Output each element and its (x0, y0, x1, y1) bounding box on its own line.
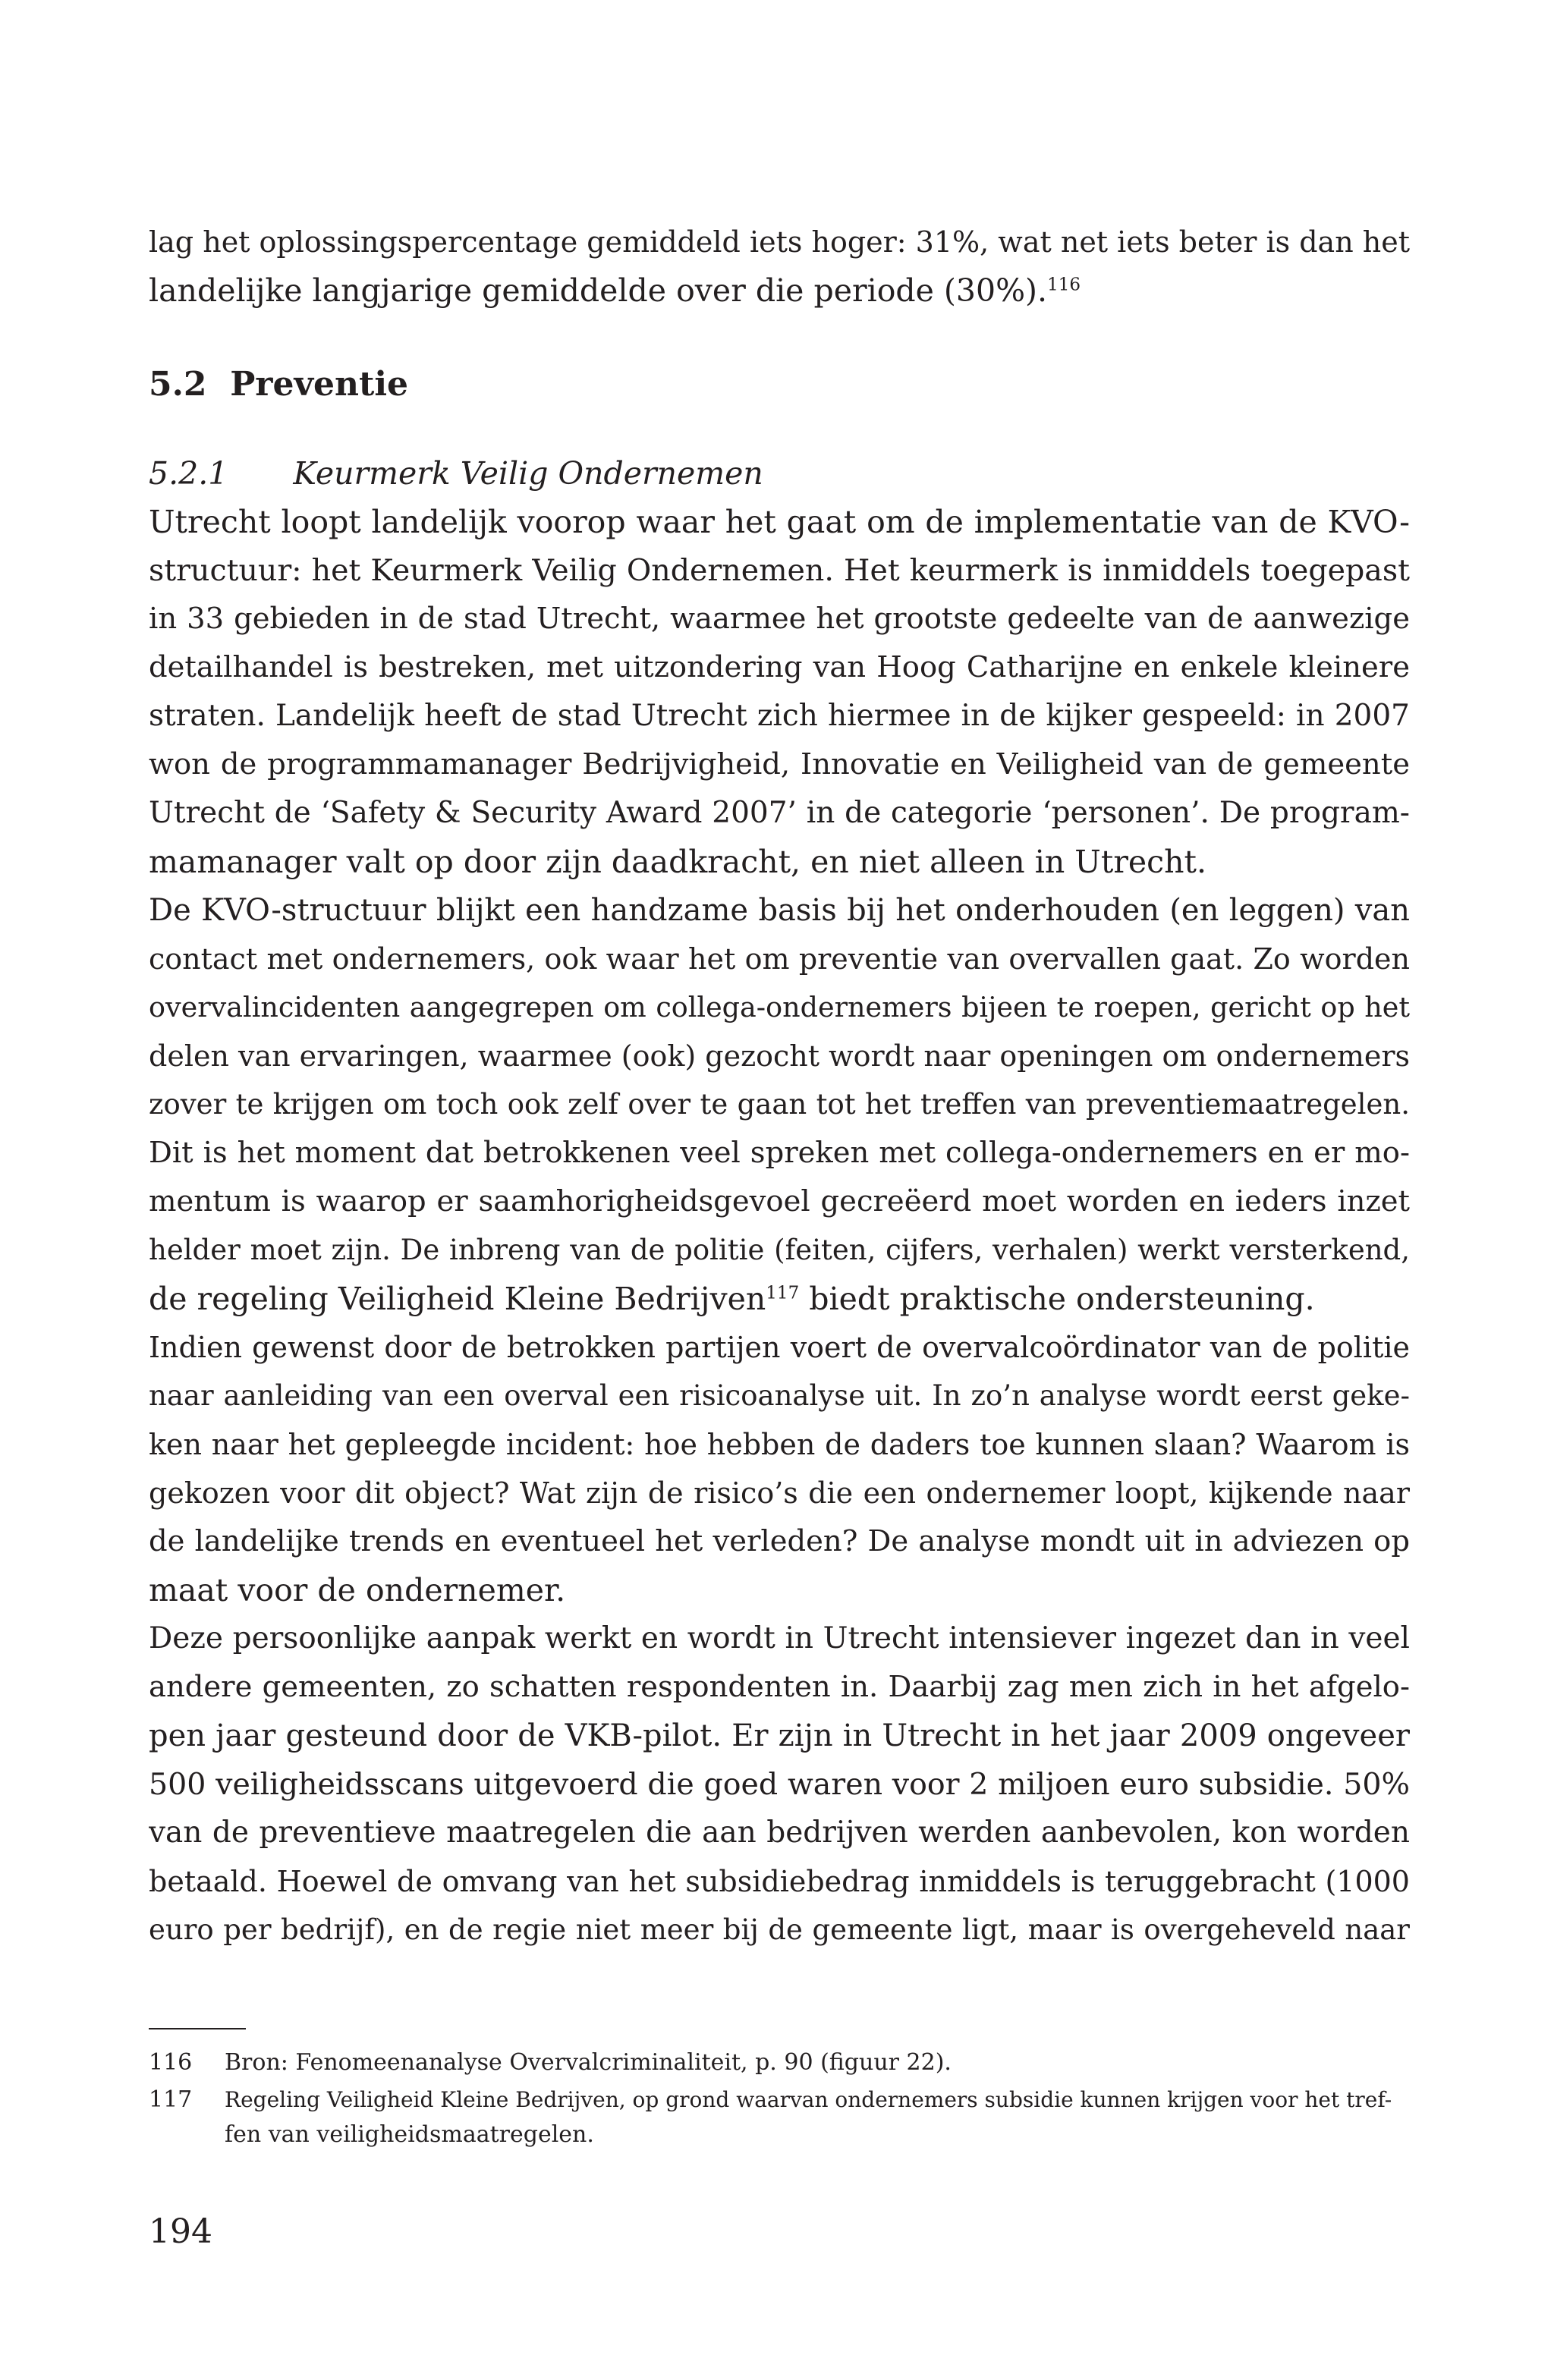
text-line: andere gemeenten, zo schatten respondenten in. Daarbij zag men zich in het afgelo- (149, 1670, 1410, 1704)
text-line: naar aanleiding van een overval een risicoanalyse uit. In zo’n analyse wordt eerst geke- (149, 1379, 1410, 1412)
subsection-title-text: Keurmerk Veilig Ondernemen (293, 455, 763, 492)
text-line: Utrecht loopt landelijk voorop waar het gaat om de implementatie van de KVO- (149, 504, 1410, 540)
text-line: de landelijke trends en eventueel het verleden? De analyse mondt uit in adviezen op (149, 1524, 1410, 1558)
text-line: helder moet zijn. De inbreng van de politie (feiten, cijfers, verhalen) werkt versterkend, (149, 1234, 1410, 1266)
text-line: betaald. Hoewel de omvang van het subsidiebedrag inmiddels is teruggebracht (1000 (149, 1865, 1410, 1898)
document-page (149, 0, 1410, 2380)
text-line: Deze persoonlijke aanpak werkt en wordt in Utrecht intensiever ingezet dan in veel (149, 1621, 1410, 1655)
footnote-divider (149, 2028, 246, 2029)
text-line: gekozen voor dit object? Wat zijn de risico’s die een ondernemer loopt, kijkende naar (149, 1476, 1410, 1510)
footnote-number: 117 (149, 2086, 193, 2113)
text-line: 500 veiligheidsscans uitgevoerd die goed waren voor 2 miljoen euro subsidie. 50% (149, 1767, 1410, 1802)
text-line: landelijke langjarige gemiddelde over die periode (30%).$^{116}$ (149, 272, 1081, 309)
text-line: delen van ervaringen, waarmee (ook) gezocht wordt naar openingen om ondernemers (149, 1039, 1410, 1073)
text-line: lag het oplossingspercentage gemiddeld iets hoger: 31%, wat net iets beter is dan het (149, 225, 1410, 259)
page-number: 194 (149, 2212, 212, 2251)
text-line: zover te krijgen om toch ook zelf over te gaan tot het treffen van preventiemaatregelen. (149, 1088, 1410, 1121)
text-line: overvalincidenten aangegrepen om collega-ondernemers bijeen te roepen, gericht op het (149, 991, 1410, 1023)
text-line: in 33 gebieden in de stad Utrecht, waarmee het grootste gedeelte van de aanwezige (149, 602, 1410, 636)
subsection-block (149, 449, 1410, 1954)
text-line: euro per bedrijf), en de regie niet meer bij de gemeente ligt, maar is overgeheveld naar (149, 1913, 1410, 1946)
footnote-ref-117: 117 (766, 1283, 800, 1303)
subsection-title (149, 449, 1410, 498)
section-heading (149, 360, 1410, 409)
text-line: De KVO-structuur blijkt een handzame basis bij het onderhouden (en leggen) van (149, 893, 1410, 928)
text-line: van de preventieve maatregelen die aan bedrijven werden aanbevolen, kon worden (149, 1816, 1410, 1850)
text-line: contact met ondernemers, ook waar het om preventie van overvallen gaat. Zo worden (149, 942, 1410, 976)
section-number: 5.2 (149, 365, 207, 404)
text-line: Utrecht de ‘Safety & Security Award 2007’ in de categorie ‘personen’. De program- (149, 796, 1410, 830)
text-line: detailhandel is bestreken, met uitzondering van Hoog Catharijne en enkele kleinere (149, 650, 1410, 684)
text-line: straten. Landelijk heeft de stad Utrecht zich hiermee in de kijker gespeeld: in 2007 (149, 699, 1410, 733)
text-line: ken naar het gepleegde incident: hoe hebben de daders toe kunnen slaan? Waarom is (149, 1428, 1410, 1461)
text-line: maat voor de ondernemer. (149, 1572, 566, 1608)
text-line: pen jaar gesteund door de VKB-pilot. Er zijn in Utrecht in het jaar 2009 ongeveer (149, 1718, 1410, 1753)
footnote-text: Regeling Veiligheid Kleine Bedrijven, op grond waarvan ondernemers subsidie kunnen krijgen voor het tref- fen van veiligheidsmaatregelen. (225, 2087, 1392, 2148)
subsection-number: 5.2.1 (149, 455, 228, 492)
text-line: Dit is het moment dat betrokkenen veel spreken met collega-ondernemers en er mo- (149, 1136, 1410, 1170)
text-line: structuur: het Keurmerk Veilig Ondernemen. Het keurmerk is inmiddels toegepast (149, 553, 1410, 588)
text-line: de regeling Veiligheid Kleine Bedrijven$^{117}$ biedt praktische ondersteuning. (149, 1281, 1315, 1317)
intro-paragraph (149, 218, 1410, 315)
footnote-number: 116 (149, 2049, 193, 2076)
text-line: mamanager valt op door zijn daadkracht, en niet alleen in Utrecht. (149, 844, 1207, 880)
text-line: Indien gewenst door de betrokken partijen voert de overvalcoördinator van de politie (149, 1331, 1410, 1364)
text-line: mentum is waarop er saamhorigheidsgevoel gecreëerd moet worden en ieders inzet (149, 1184, 1410, 1218)
footnote-text: Bron: Fenomeenanalyse Overvalcriminaliteit, p. 90 (figuur 22). (225, 2049, 952, 2076)
footnote-ref-116: 116 (1047, 275, 1081, 295)
text-line: won de programmamanager Bedrijvigheid, Innovatie en Veiligheid van de gemeente (149, 747, 1410, 781)
section-title-text: Preventie (230, 365, 409, 404)
section-title (149, 360, 1410, 409)
